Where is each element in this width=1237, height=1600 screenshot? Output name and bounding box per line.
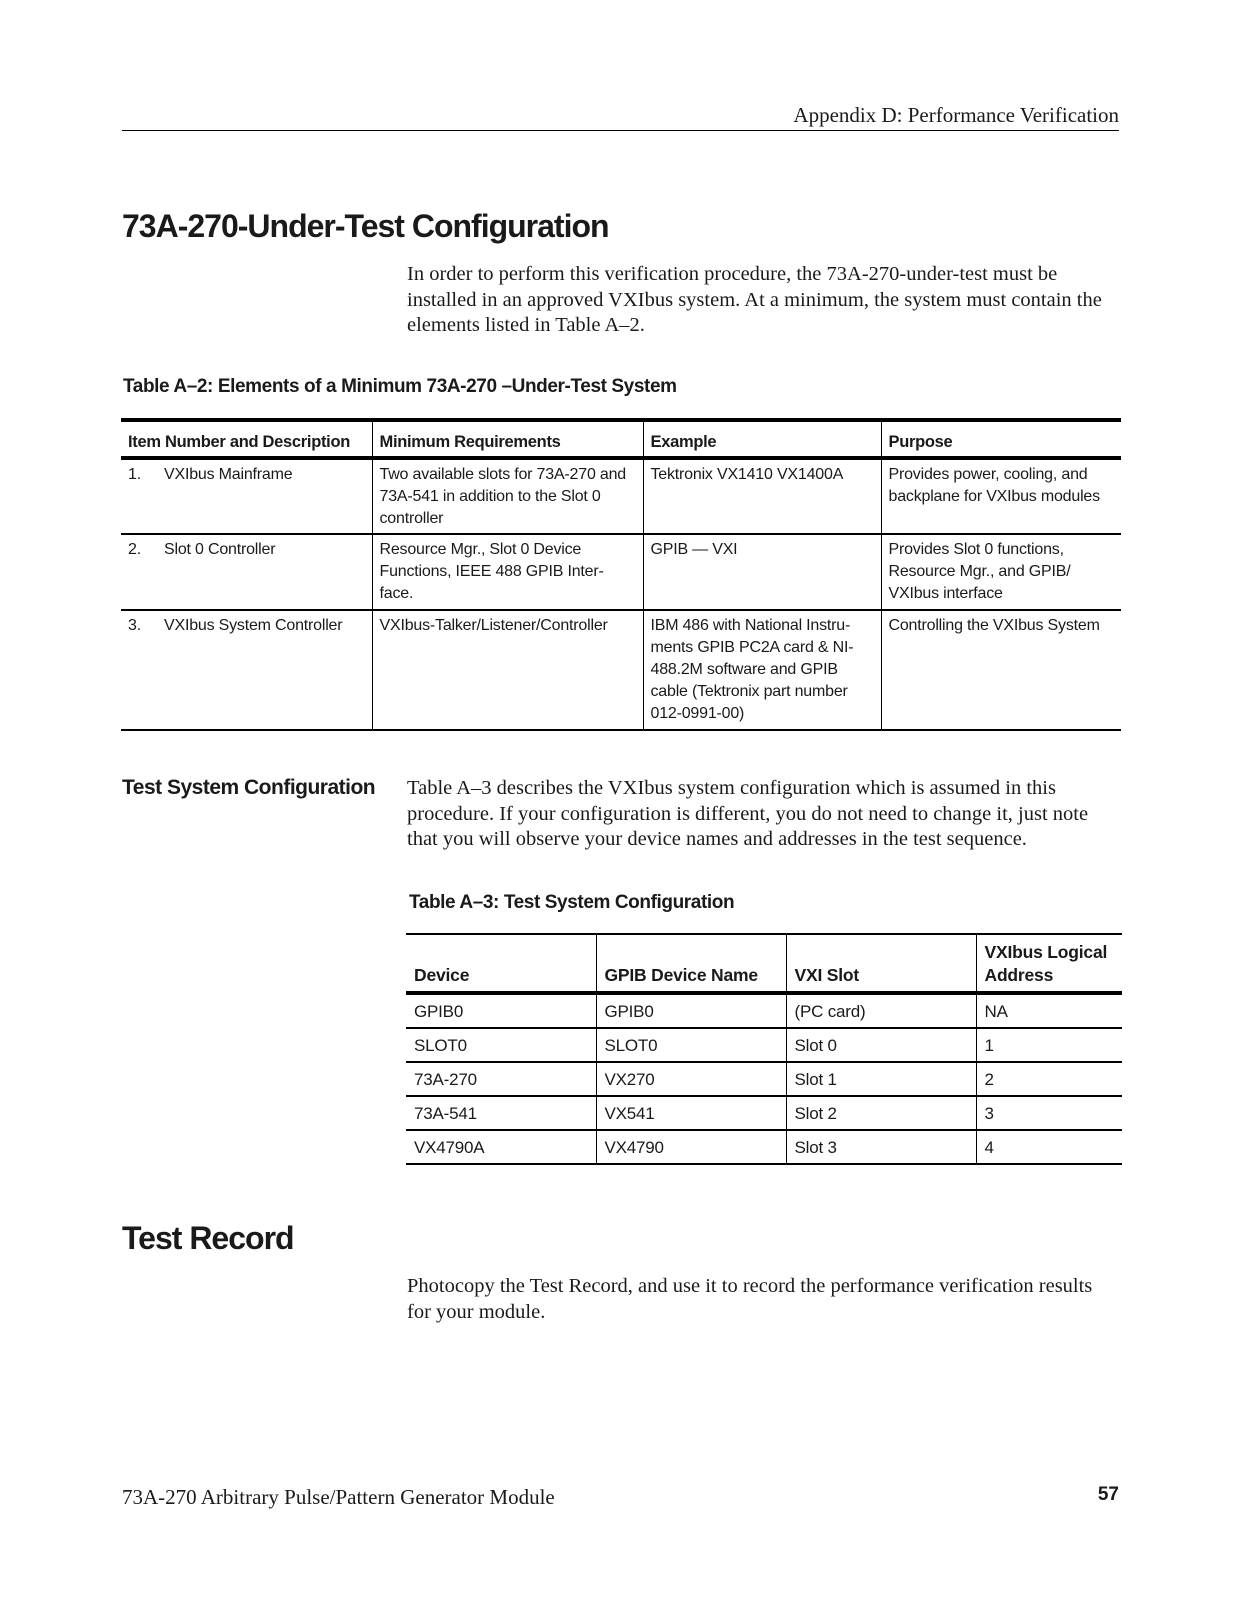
gpib-name-cell: VX270 [596, 1062, 786, 1096]
section-title-test-record: Test Record [122, 1220, 294, 1256]
item-description: VXIbus System Controller [164, 617, 343, 634]
table-a3-caption: Table A–3: Test System Configuration [409, 892, 735, 913]
vxi-slot-cell: Slot 3 [786, 1130, 976, 1164]
requirements-cell: Two available slots for 73A-270 and 73A-541 in addition to the Slot 0 controller [372, 458, 643, 534]
configuration-intro: In order to perform this verification procedure, the 73A-270-under-test must be installed in an approved VXIbus system. At a minimum, the system must contain the elements listed in Table A–2. [407, 263, 1102, 336]
device-cell: SLOT0 [406, 1028, 596, 1062]
logical-address-cell: NA [976, 993, 1122, 1028]
vxi-slot-cell: Slot 2 [786, 1096, 976, 1130]
column-header: Device [406, 934, 596, 993]
item-number: 3. [128, 617, 141, 634]
table-a2-caption: Table A–2: Elements of a Minimum 73A-270 –Under-Test System [123, 376, 677, 397]
column-header: Example [643, 420, 881, 458]
requirements-cell: VXIbus-Talker/Listener/Controller [372, 610, 643, 730]
table-row [121, 610, 1121, 730]
logical-address-cell: 2 [976, 1062, 1122, 1096]
test-system-text: Table A–3 describes the VXIbus system configuration which is assumed in this procedure. If your configuration is different, you do not need to change it, just note that you will observe your device names and addresses in the test sequence. [407, 777, 1089, 850]
page-number: 57 [1097, 1484, 1119, 1505]
section-title-configuration: 73A-270-Under-Test Configuration [122, 208, 609, 244]
table-row [406, 1062, 1122, 1096]
device-cell: 73A-270 [406, 1062, 596, 1096]
table-row [406, 993, 1122, 1028]
logical-address-cell: 1 [976, 1028, 1122, 1062]
column-header: GPIB Device Name [596, 934, 786, 993]
column-header: Minimum Requirements [372, 420, 643, 458]
example-cell: GPIB — VXI [643, 534, 881, 610]
column-header: Item Number and Description [121, 420, 372, 458]
footer-title: 73A-270 Arbitrary Pulse/Pattern Generator Module [122, 1485, 555, 1509]
purpose-cell: Controlling the VXIbus System [881, 610, 1121, 730]
item-description: VXIbus Mainframe [164, 466, 293, 483]
table-row [121, 534, 1121, 610]
item-number: 1. [128, 466, 141, 483]
table-a3 [406, 933, 1122, 1165]
purpose-cell: Provides power, cooling, and backplane for VXIbus modules [881, 458, 1121, 534]
vxi-slot-cell: (PC card) [786, 993, 976, 1028]
item-cell [121, 610, 372, 730]
device-cell: GPIB0 [406, 993, 596, 1028]
gpib-name-cell: VX4790 [596, 1130, 786, 1164]
logical-address-cell: 3 [976, 1096, 1122, 1130]
vxi-slot-cell: Slot 1 [786, 1062, 976, 1096]
gpib-name-cell: SLOT0 [596, 1028, 786, 1062]
requirements-cell: Resource Mgr., Slot 0 Device Functions, IEEE 488 GPIB Inter-face. [372, 534, 643, 610]
device-cell: 73A-541 [406, 1096, 596, 1130]
gpib-name-cell: GPIB0 [596, 993, 786, 1028]
table-a2 [121, 418, 1121, 731]
test-record-text: Photocopy the Test Record, and use it to record the performance verification results for your module. [407, 1275, 1093, 1323]
table-row [406, 1130, 1122, 1164]
column-header: VXI Slot [786, 934, 976, 993]
table-row [406, 1096, 1122, 1130]
column-header: VXIbus Logical Address [976, 934, 1122, 993]
column-header: Purpose [881, 420, 1121, 458]
table-row [121, 458, 1121, 534]
item-description: Slot 0 Controller [164, 541, 276, 558]
example-cell: Tektronix VX1410 VX1400A [643, 458, 881, 534]
gpib-name-cell: VX541 [596, 1096, 786, 1130]
item-cell [121, 534, 372, 610]
section-title-test-system: Test System Configuration [122, 776, 376, 799]
item-number: 2. [128, 541, 141, 558]
device-cell: VX4790A [406, 1130, 596, 1164]
table-header-row [121, 420, 1121, 458]
running-header: Appendix D: Performance Verification [793, 103, 1119, 127]
item-cell [121, 458, 372, 534]
table-header-row [406, 934, 1122, 993]
header-rule [122, 130, 1119, 131]
logical-address-cell: 4 [976, 1130, 1122, 1164]
example-cell: IBM 486 with National Instru-ments GPIB PC2A card & NI-488.2M software and GPIB cable (Tektronix part number 012-0991-00) [643, 610, 881, 730]
purpose-cell: Provides Slot 0 functions, Resource Mgr., and GPIB/ VXIbus interface [881, 534, 1121, 610]
table-row [406, 1028, 1122, 1062]
vxi-slot-cell: Slot 0 [786, 1028, 976, 1062]
